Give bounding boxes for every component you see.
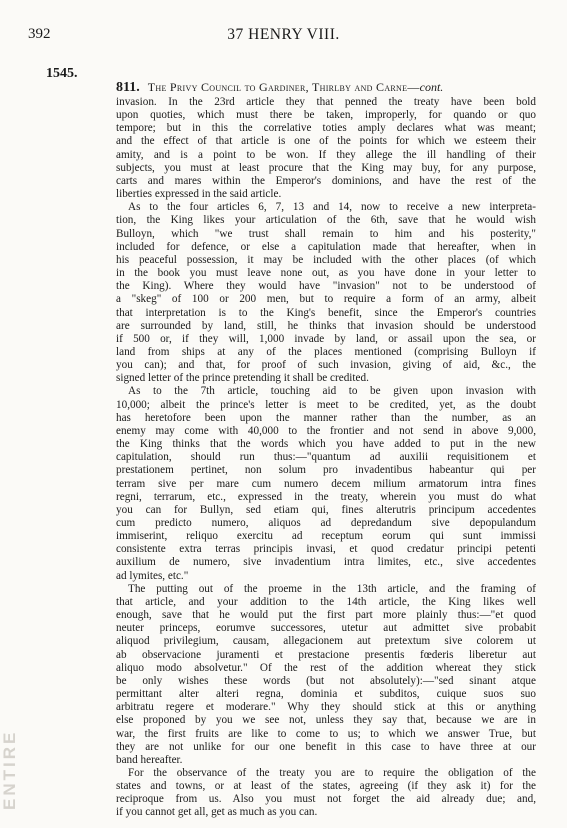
text-line: arbitratu regere et moderare." Why they should stick at this or anything	[116, 701, 536, 714]
text-line: tempore; but in this the correlative toties amply declares what was meant;	[116, 122, 536, 135]
body-text	[116, 96, 536, 820]
text-line: For the observance of the treaty you are to require the obligation of the	[128, 766, 536, 779]
watermark: ENTIRE	[0, 729, 19, 810]
text-line: the King thinks that the words which you have added to put in the new	[116, 438, 536, 451]
text-line: carts and mares within the Emperor's dominions, and have the rest of the	[116, 174, 536, 187]
text-line: permittant alter alteri regna, dominia et subditos, cuique suos suo	[116, 688, 536, 701]
text-line: Bulloyn, which "we trust shall remain to him and his posterity,"	[116, 227, 536, 240]
text-line: auxilium de numero, sive invadentium intra limites, etc., sive accedentes	[116, 556, 536, 569]
text-line: reciproque from us. Also you must not forget the aid already due; and,	[116, 793, 536, 806]
year-label: 1545.	[46, 66, 78, 81]
text-line: liberties expressed in the said article.	[116, 188, 282, 201]
text-line: that interpretation is to the King's benefit, since the Emperor's countries	[116, 306, 536, 319]
text-line: The putting out of the proeme in the 13th article, and the framing of	[128, 582, 536, 595]
text-line: band hereafter.	[116, 753, 183, 766]
text-line: his peaceful possession, it may be included with the other places (of which	[116, 253, 536, 266]
text-line: terram sive per mare cum numero decem milium armatorum intra fines	[116, 477, 536, 490]
text-line: if you cannot get all, get as much as you can.	[116, 806, 318, 819]
text-line: capitulation, should run thus:—"quantum ad auxilii requisitionem et	[116, 451, 536, 464]
text-line: in the book you must leave none out, as you have done in your letter to	[116, 267, 536, 280]
text-line: and the effect of that article is one of the points for which we esteem their	[116, 135, 536, 148]
text-line: they are not unlike for our one benefit in this case to have three at our	[116, 740, 536, 753]
text-line: has heretofore been upon the manner rather than the number, as an	[116, 411, 536, 424]
text-line: included for defence, or else a capitulation made that hereafter, when in	[116, 240, 536, 253]
page-number: 392	[28, 26, 51, 42]
text-line: the King). Where they would have "invasion" not to be understood of	[116, 280, 536, 293]
text-line: prestationem pertinet, non solum pro invadentibus habeantur qui per	[116, 464, 536, 477]
text-line: consistente extra terras principis invasi, et quod credatur principi petenti	[116, 543, 536, 556]
text-line: if 500 or, if they will, 1,000 invade by land, or assail upon the sea, or	[116, 332, 536, 345]
text-line: that article, and your addition to the 14th article, the King likes well	[116, 595, 536, 608]
text-line: regni, terrarum, etc., expressed in the treaty, wherein you must do what	[116, 490, 536, 503]
item-number: 811.	[116, 80, 140, 95]
text-line: you can for Bullyn, sed etiam qui, fines alterutris principum accedentes	[116, 503, 536, 516]
text-line: ad lymites, etc."	[116, 569, 189, 582]
item-heading	[116, 80, 536, 96]
text-line: states and towns, or at least of the states, agreeing (if they ask it) for the	[116, 780, 536, 793]
text-line: enough, save that he would put the first part more plainly thus:—"et quod	[116, 609, 536, 622]
text-line: war, the first fruits are like to come to us; to which we answer True, but	[116, 727, 536, 740]
text-line: be only wishes these words (but not absolutely):—"sed sinant atque	[116, 674, 536, 687]
text-line: signed letter of the prince pretending it shall be credited.	[116, 372, 369, 385]
text-line: enemy may come with 40,000 to the frontier and not send in above 9,000,	[116, 424, 536, 437]
text-line: upon quoties, which must there be taken, improperly, for quando or quo	[116, 109, 536, 122]
text-line: subjects, you must at least procure that the King may buy, for any purpose,	[116, 161, 536, 174]
item-continued: cont.	[419, 80, 444, 94]
item-title: The Privy Council to Gardiner, Thirlby and Carne—	[147, 80, 420, 94]
text-line: ab observacione juramenti et prestacione presentis fœderis liberetur aut	[116, 648, 536, 661]
text-line: else proponed by you we see not, unless they say that, because we are in	[116, 714, 536, 727]
text-line: amity, and is a point to be won. If they allege the ill handling of their	[116, 148, 536, 161]
text-line: neuter princeps, eorumve successores, utetur aut admittet sive probabit	[116, 622, 536, 635]
text-line: 10,000; albeit the prince's letter is meet to be credited, yet, as the doubt	[116, 398, 536, 411]
text-line: tion, the King likes your articulation of the 6th, save that he would wish	[116, 214, 536, 227]
page-header	[0, 26, 567, 46]
text-line: invasion. In the 23rd article they that penned the treaty have been bold	[116, 96, 536, 108]
text-line: As to the 7th article, touching aid to be given upon invasion with	[128, 385, 536, 398]
text-line: cum predicto numero, aliquos ad depredandum sive depopulandum	[116, 517, 536, 529]
text-line: you can); and that, for proof of such invasion, giving of aid, &c., the	[116, 359, 536, 372]
text-line: As to the four articles 6, 7, 13 and 14, now to receive a new interpreta-	[128, 201, 536, 214]
text-line: are surrounded by land, still, he thinks that invasion should be understood	[116, 319, 536, 332]
running-title: 37 HENRY VIII.	[227, 26, 340, 43]
text-line: aliquo modo absolvetur." Of the rest of the addition whereat they stick	[116, 661, 536, 674]
text-line: land from ships at any of the places mentioned (comprising Bulloyn if	[116, 345, 536, 358]
text-line: aliquod privilegium, causam, allegacionem aut pretextum sive colorem ut	[116, 635, 536, 648]
text-line: a "skeg" of 100 or 200 men, but to require a form of an army, albeit	[116, 293, 536, 306]
text-line: immiserint, reliquo exercitu ad receptum eorum qui sunt immissi	[116, 530, 536, 543]
